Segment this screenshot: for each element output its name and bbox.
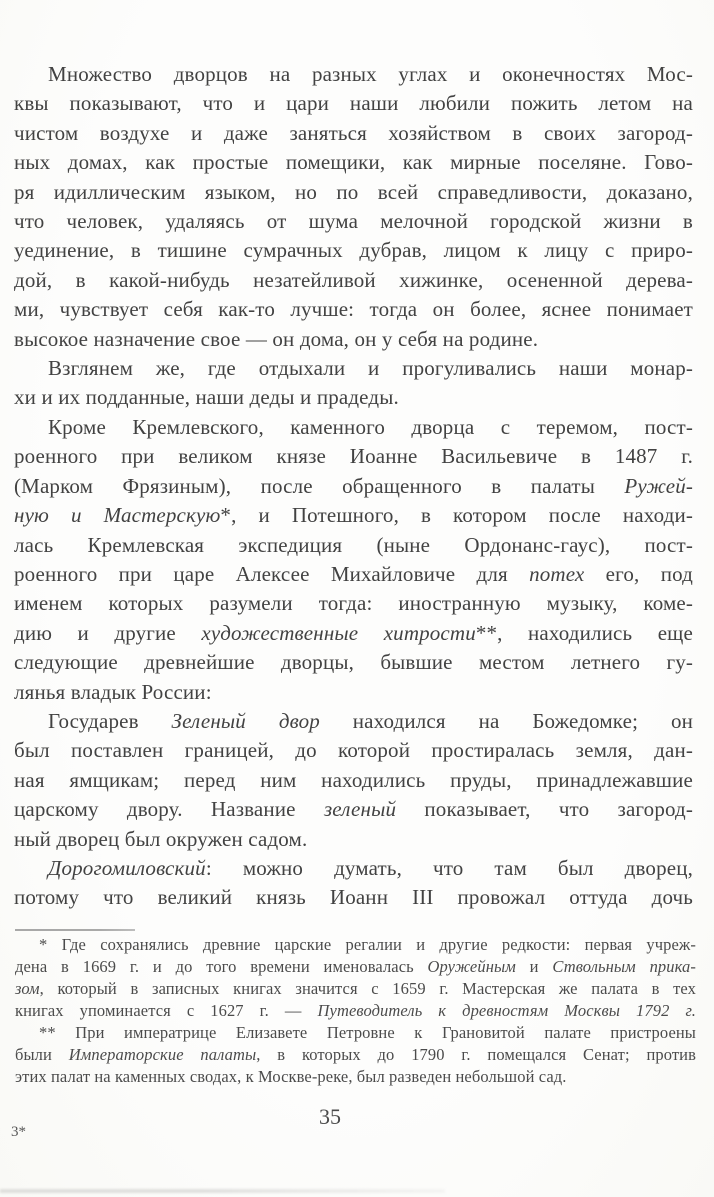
text-segment: Множество дворцов на разных углах и оконечностях Мос- xyxy=(48,62,693,86)
text-segment: ми, чувствует себя как-то лучше: тогда он более, яснее понимает xyxy=(14,297,693,322)
text-segment: , который в записных книгах значится с 1659 г. Мастерская же палата в тех xyxy=(39,979,696,998)
text-segment: дой, в какой-нибудь незатейливой хижинке, осененной дерева- xyxy=(14,267,693,292)
page-number: 35 xyxy=(319,1104,341,1129)
text-segment: был поставлен границей, до которой простиралась земля, дан- xyxy=(14,738,693,763)
text-segment: потому что великий князь Иоанн III провожал оттуда дочь xyxy=(14,885,693,910)
italic-text: Императорские палаты xyxy=(68,1045,257,1064)
text-segment: квы показывают, что и цари наши любили пожить летом на xyxy=(14,91,693,116)
footnotes xyxy=(15,934,696,1088)
text-segment: ная ямщикам; перед ним находились пруды, принадлежавшие xyxy=(14,767,693,792)
paragraph xyxy=(15,1022,696,1088)
text-segment: были xyxy=(15,1045,69,1064)
paragraph xyxy=(15,934,696,1022)
text-segment: следующие древнейшие дворцы, бывшие местом летнего гу- xyxy=(14,650,693,675)
text-segment: этих палат на каменных сводах, к Москве-реке, был разведен небольшой сад. xyxy=(15,1067,567,1086)
text-segment: царскому двору. Название xyxy=(14,797,324,822)
text-segment: находился на Божедомке; он xyxy=(319,708,693,733)
italic-text: зом xyxy=(15,979,40,998)
text-line xyxy=(14,60,693,89)
paragraph xyxy=(14,60,693,354)
text-line xyxy=(14,560,693,589)
text-line xyxy=(15,978,696,1000)
text-segment: дию и другие xyxy=(14,620,202,645)
text-line xyxy=(14,207,693,236)
text-line xyxy=(14,883,693,912)
text-line xyxy=(14,501,693,530)
text-segment: лась Кремлевская экспедиция (ныне Ордонанс-гаус), пост- xyxy=(14,532,693,557)
text-line xyxy=(15,1044,696,1066)
text-line xyxy=(14,531,693,560)
text-line xyxy=(14,648,693,677)
paragraph xyxy=(14,354,693,413)
text-segment: роенного при царе Алексее Михайловиче для xyxy=(14,561,530,586)
text-line xyxy=(14,736,693,765)
text-segment: именем которых разумели тогда: иностранную музыку, коме- xyxy=(14,591,693,616)
paragraph xyxy=(14,707,693,854)
footnote-separator xyxy=(15,929,135,931)
italic-text: потех xyxy=(529,561,585,586)
text-line xyxy=(14,119,693,148)
italic-text: Ружей- xyxy=(624,473,693,498)
text-segment: * Где сохранялись древние царские регалии и другие редкости: первая учреж- xyxy=(39,935,696,954)
text-segment: лянья владык России: xyxy=(14,679,212,704)
text-line xyxy=(14,178,693,207)
paragraph xyxy=(14,854,693,913)
italic-text: Дорогомиловский xyxy=(48,855,206,880)
text-segment: ных домах, как простые помещики, как мирные поселяне. Гово- xyxy=(14,150,693,175)
scan-artifact xyxy=(0,1189,445,1193)
text-line xyxy=(15,1022,696,1044)
text-line xyxy=(14,678,693,707)
text-segment: что человек, удаляясь от шума мелочной городской жизни в xyxy=(14,209,693,234)
italic-text: Путеводитель к древностям Москвы 1792 г. xyxy=(317,1001,696,1020)
text-line xyxy=(14,795,693,824)
text-line xyxy=(15,934,696,956)
text-line xyxy=(14,266,693,295)
text-segment: Государев xyxy=(48,708,172,733)
text-segment: дена в 1669 г. и до того времени именовалась xyxy=(15,957,428,976)
text-segment: **, находились еще xyxy=(475,620,693,645)
italic-text: Зеленый двор xyxy=(171,708,320,733)
paragraph xyxy=(14,413,693,707)
text-segment: *, и Потешного, в котором после находи- xyxy=(220,503,693,528)
text-line xyxy=(15,1066,696,1088)
text-segment: роенного при великом князе Иоанне Васильевиче в 1487 г. xyxy=(14,444,693,469)
signature-mark: 3* xyxy=(11,1124,26,1140)
text-line xyxy=(14,413,693,442)
italic-text: Ствольным прика- xyxy=(552,957,696,976)
text-line xyxy=(15,956,696,978)
italic-text: художественные хитрости xyxy=(201,620,476,645)
text-line xyxy=(14,148,693,177)
italic-text: Оружейным xyxy=(427,957,516,976)
text-line xyxy=(14,442,693,471)
text-line xyxy=(14,354,693,383)
text-segment: и xyxy=(515,957,553,976)
text-segment: ря идиллическим языком, но по всей справедливости, доказано, xyxy=(14,179,693,204)
text-segment: , в которых до 1790 г. помещался Сенат; против xyxy=(256,1045,696,1064)
text-line xyxy=(15,1000,696,1022)
text-line xyxy=(14,825,693,854)
text-line xyxy=(14,854,693,883)
text-segment: хи и их подданные, наши деды и прадеды. xyxy=(14,385,399,410)
text-segment: ** При императрице Елизавете Петровне к Грановитой палате пристроены xyxy=(39,1023,696,1042)
text-segment: уединение, в тишине сумрачных дубрав, лицом к лицу с приро- xyxy=(14,238,693,263)
text-line xyxy=(14,236,693,265)
text-line xyxy=(14,383,693,412)
text-line xyxy=(14,295,693,324)
text-line xyxy=(14,589,693,618)
italic-text: ную и Мастерскую xyxy=(14,503,221,528)
text-line xyxy=(14,472,693,501)
page-body-text xyxy=(14,60,693,913)
text-line xyxy=(14,89,693,118)
text-line xyxy=(14,707,693,736)
text-segment: (Марком Фрязиным), после обращенного в палаты xyxy=(14,473,625,498)
text-segment: чистом воздухе и даже заняться хозяйством в своих загород- xyxy=(14,120,693,145)
text-line xyxy=(14,766,693,795)
text-segment: Кроме Кремлевского, каменного дворца с теремом, пост- xyxy=(48,414,693,439)
text-segment: : можно думать, что там был дворец, xyxy=(205,855,693,880)
text-segment: его, под xyxy=(584,561,693,586)
text-segment: книгах упоминается с 1627 г. — xyxy=(15,1001,318,1020)
text-line xyxy=(14,325,693,354)
text-segment: высокое назначение свое — он дома, он у себя на родине. xyxy=(14,326,539,351)
text-segment: показывает, что загород- xyxy=(396,797,693,822)
italic-text: зеленый xyxy=(323,797,397,822)
text-segment: ный дворец был окружен садом. xyxy=(14,826,308,851)
text-segment: Взглянем же, где отдыхали и прогуливались наши монар- xyxy=(48,356,693,381)
text-line xyxy=(14,619,693,648)
